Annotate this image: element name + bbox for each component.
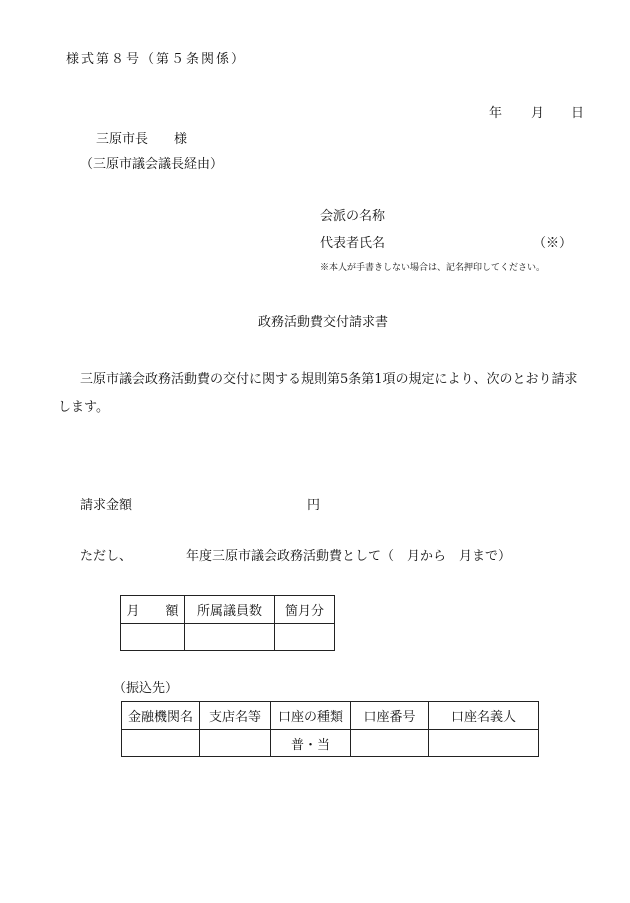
representative-name-label: 代表者氏名 <box>320 236 386 251</box>
account-holder-header: 口座名義人 <box>429 702 539 730</box>
member-count-header: 所属議員数 <box>185 596 275 624</box>
faction-name-label: 会派の名称 <box>320 209 386 224</box>
bank-name-cell[interactable] <box>122 730 200 757</box>
account-number-cell[interactable] <box>351 730 429 757</box>
transfer-destination-label: （振込先） <box>113 681 179 696</box>
proviso-lead: ただし、 <box>80 549 133 564</box>
date-year: 年 <box>489 106 503 121</box>
monthly-amount-cell[interactable] <box>121 624 185 651</box>
amount-label: 請求金額 <box>80 498 133 513</box>
account-number-header: 口座番号 <box>351 702 429 730</box>
date-month: 月 <box>531 106 545 121</box>
yen-unit: 円 <box>307 498 321 513</box>
bank-header-row <box>122 702 539 730</box>
calc-value-row <box>121 624 335 651</box>
form-number: 様式第８号（第５条関係） <box>66 52 247 67</box>
calc-header-row <box>121 596 335 624</box>
months-cell[interactable] <box>275 624 335 651</box>
document-title: 政務活動費交付請求書 <box>258 315 389 330</box>
member-count-cell[interactable] <box>185 624 275 651</box>
proviso-text: 年度三原市議会政務活動費として（ 月から 月まで） <box>186 549 512 564</box>
monthly-amount-header: 月 額 <box>121 596 185 624</box>
account-type-cell[interactable]: 普・当 <box>271 730 351 757</box>
date-day: 日 <box>571 106 585 121</box>
calculation-table <box>120 595 335 651</box>
months-header: 箇月分 <box>275 596 335 624</box>
branch-name-cell[interactable] <box>200 730 271 757</box>
signature-note: ※本人が手書きしない場合は、記名押印してください。 <box>320 263 546 273</box>
seal-mark: （※） <box>533 236 573 251</box>
bank-name-header: 金融機関名 <box>122 702 200 730</box>
branch-name-header: 支店名等 <box>200 702 271 730</box>
account-holder-cell[interactable] <box>429 730 539 757</box>
bank-value-row <box>122 730 539 757</box>
bank-table <box>121 701 539 757</box>
account-type-header: 口座の種類 <box>271 702 351 730</box>
addressee: 三原市長 様 <box>96 132 188 147</box>
body-paragraph: 三原市議会政務活動費の交付に関する規則第5条第1項の規定により、次のとおり請求します。 <box>58 372 578 415</box>
date-line <box>489 107 584 120</box>
via-chairman: （三原市議会議長経由） <box>80 157 224 172</box>
